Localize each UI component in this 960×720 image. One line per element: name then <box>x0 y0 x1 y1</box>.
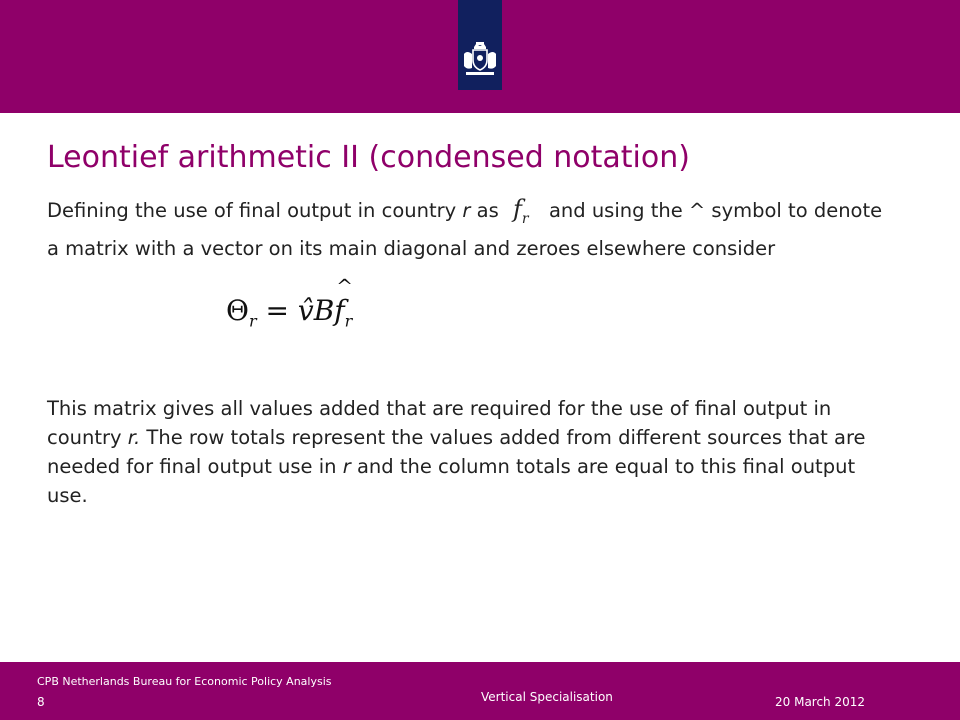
intro-text-as: as <box>470 199 499 222</box>
f-subscript: r <box>521 210 529 227</box>
theta-subscript: r <box>248 311 257 331</box>
variable-r-first: r. <box>127 426 141 449</box>
explanation-text-2: The row totals represent the values added from different sources that are needed for final output use in <box>47 426 866 478</box>
f-vector-symbol: f <box>334 294 345 327</box>
footer-date: 20 March 2012 <box>775 695 866 709</box>
v-hat-symbol: v̂ <box>297 294 314 327</box>
intro-text-start: Defining the use of final output in country <box>47 199 463 222</box>
explanation-text-1: This matrix gives all values added that are required for the use of final output in country <box>47 397 832 449</box>
footer-bar <box>0 662 960 720</box>
inline-f-symbol <box>505 195 549 234</box>
theta-symbol: Θ <box>226 294 249 327</box>
slide-title: Leontief arithmetic II (condensed notation) <box>47 140 690 175</box>
footer-organization: CPB Netherlands Bureau for Economic Policy Analysis <box>37 675 332 688</box>
theta-equation <box>226 274 354 331</box>
explanation-paragraph <box>47 394 897 510</box>
f-hat-group <box>334 274 354 331</box>
variable-r-second: r <box>342 455 351 478</box>
explanation-text-3: and the column totals are equal to this final output use. <box>47 455 856 507</box>
f-vector-subscript: r <box>344 311 353 331</box>
hat-accent: ^ <box>336 274 354 298</box>
royal-coat-of-arms-icon <box>460 40 500 80</box>
footer-presentation-title: Vertical Specialisation <box>481 690 613 704</box>
equals-sign: = <box>256 294 298 327</box>
government-logo <box>458 0 502 90</box>
b-matrix-symbol: B <box>313 294 335 327</box>
f-symbol: f <box>512 195 522 223</box>
intro-text-end: and using the ^ symbol to denote a matrix with a vector on its main diagonal and zeroes elsewhere consider <box>47 199 883 260</box>
page-number: 8 <box>37 695 45 709</box>
intro-paragraph <box>47 195 897 263</box>
variable-r: r <box>462 199 471 222</box>
